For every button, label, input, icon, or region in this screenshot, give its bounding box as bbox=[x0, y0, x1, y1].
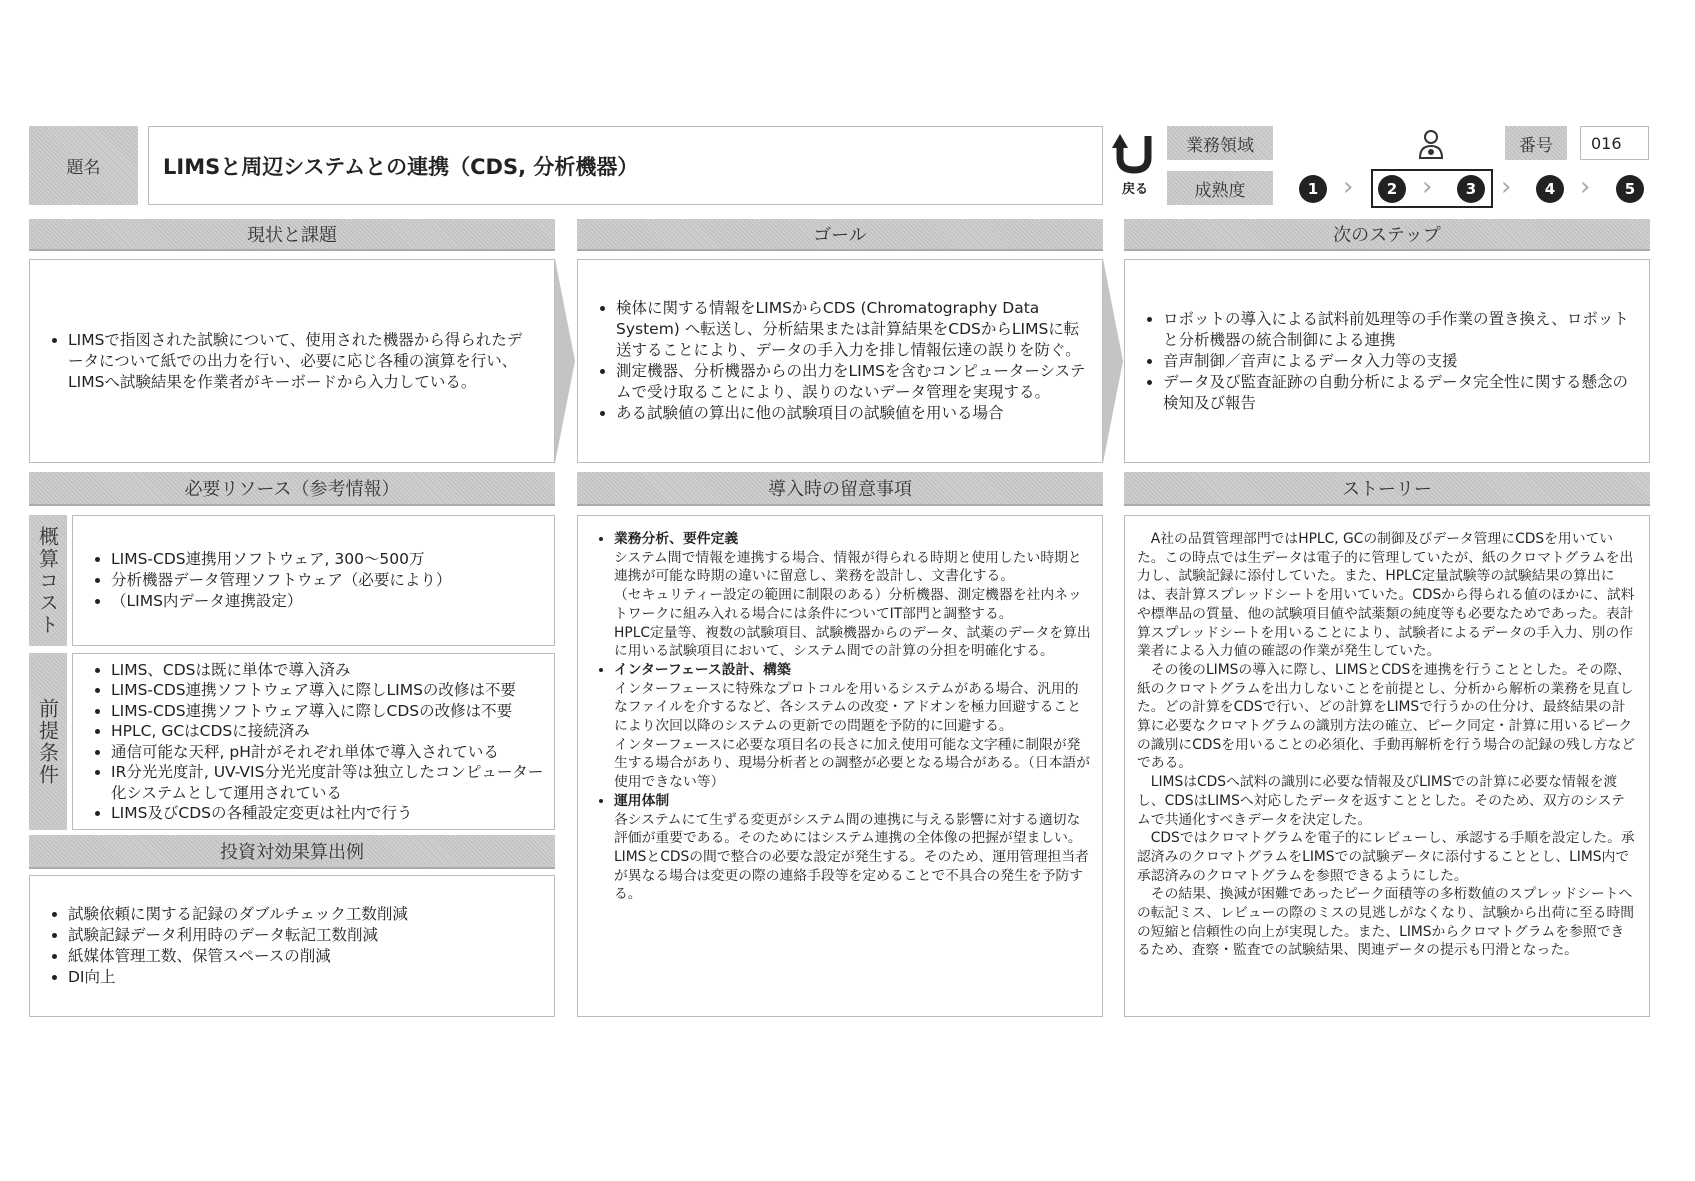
person-icon bbox=[1416, 128, 1446, 160]
maturity-level-2: 2 bbox=[1378, 175, 1406, 203]
note-paragraph: インターフェースに特殊なプロトコルを用いるシステムがある場合、汎用的なファイルを介するなど、各システムの改変・アドオンを極力回避することにより次回以降のシステムの更新での問題を予防的に回避する。 bbox=[614, 680, 1082, 735]
resources-heading: 必要リソース（参考情報） bbox=[29, 472, 555, 506]
next-heading: 次のステップ bbox=[1124, 219, 1650, 251]
story-heading: ストーリー bbox=[1124, 472, 1650, 506]
cost-item: • 分析機器データ管理ソフトウェア（必要により） bbox=[111, 570, 451, 591]
chevron-right-icon: › bbox=[1580, 172, 1591, 202]
note-paragraph: LIMSとCDSの間で整合の必要な設定が発生する。そのため、運用管理担当者が異なる場合は変更の際の連絡手段等を定めることで不具合の発生を予防する。 bbox=[614, 848, 1089, 903]
cost-item: • （LIMS内データ連携設定） bbox=[111, 591, 451, 612]
roi-box bbox=[29, 875, 555, 1017]
next-item: • ロボットの導入による試料前処理等の手作業の置き換え、ロボットと分析機器の統合制御による連携 bbox=[1163, 309, 1635, 351]
roi-item: • DI向上 bbox=[68, 967, 408, 988]
chevron-right-icon: › bbox=[1422, 172, 1433, 202]
premise-label: 前提条件 bbox=[35, 697, 60, 786]
premise-item: • LIMS、CDSは既に単体で導入済み bbox=[111, 660, 546, 681]
flow-arrow bbox=[1103, 259, 1123, 463]
next-item: • 音声制御／音声によるデータ入力等の支援 bbox=[1163, 351, 1635, 372]
premise-item: • LIMS-CDS連携ソフトウェア導入に際しLIMSの改修は不要 bbox=[111, 680, 546, 701]
note-paragraph: インターフェースに必要な項目名の長さに加え使用可能な文字種に制限が発生する場合があり、現場分析者との調整が必要となる場合がある。（日本語が使用できない等） bbox=[614, 736, 1090, 791]
note-paragraph: 各システムにて生ずる変更がシステム間の連携に与える影響に対する適切な評価が重要である。そのためにはシステム連携の全体像の把握が望ましい。 bbox=[614, 811, 1082, 847]
note-item bbox=[614, 530, 1092, 661]
notes-heading: 導入時の留意事項 bbox=[577, 472, 1103, 506]
maturity-level-4: 4 bbox=[1536, 175, 1564, 203]
note-paragraph: （セキュリティー設定の範囲に制限のある）分析機器、測定機器を社内ネットワークに組み入れる場合には条件についてIT部門と調整する。 bbox=[614, 587, 1082, 622]
back-button[interactable] bbox=[1112, 132, 1158, 197]
cost-label: 概算コスト bbox=[35, 525, 60, 636]
maturity-level-5: 5 bbox=[1616, 175, 1644, 203]
page-title: LIMSと周辺システムとの連携（CDS, 分析機器） bbox=[148, 126, 1103, 205]
story-paragraph: CDSではクロマトグラムを電子的にレビューし、承認する手順を設定した。承認済みのクロマトグラムをLIMSでの試験データに添付することとし、LIMS内で承認済みのクロマトグラムを参照できるようにした。 bbox=[1137, 830, 1635, 884]
goal-box bbox=[577, 259, 1103, 463]
goal-heading: ゴール bbox=[577, 219, 1103, 251]
maturity-label: 成熟度 bbox=[1167, 171, 1273, 205]
roi-item: • 紙媒体管理工数、保管スペースの削減 bbox=[68, 946, 408, 967]
cost-label-cell bbox=[29, 515, 67, 646]
next-box bbox=[1124, 259, 1650, 463]
story-paragraph: その結果、換減が困難であったピーク面積等の多桁数値のスプレッドシートへの転記ミス、レビューの際のミスの見逃しがなくなり、試験から出荷に至る時間の短縮と信頼性の向上が実現した。また、LIMSからクロマトグラムを参照できるため、査察・監査での試験結果、関連データの提示も円滑となった。 bbox=[1137, 886, 1635, 959]
premise-box bbox=[72, 653, 555, 830]
premise-item: • IR分光光度計, UV-VIS分光光度計等は独立したコンピューター化システムとして運用されている bbox=[111, 762, 546, 803]
chevron-right-icon: › bbox=[1343, 172, 1354, 202]
note-title: • 業務分析、要件定義 bbox=[614, 531, 739, 547]
roi-item: • 試験依頼に関する記録のダブルチェック工数削減 bbox=[68, 904, 408, 925]
goal-item: • 測定機器、分析機器からの出力をLIMSを含むコンピューターシステムで受け取ることにより、誤りのないデータ管理を実現する。 bbox=[616, 361, 1088, 403]
cost-box bbox=[72, 515, 555, 646]
story-paragraph: その後のLIMSの導入に際し、LIMSとCDSを連携を行うこととした。その際、紙のクロマトグラムを出力しないことを前提とし、分析から解析の業務を見直した。どの計算をCDSで行い、どの計算をLIMSで行うかの仕分け、最終結果の計算に必要なクロマトグラムの識別方法の確立、ピーク同定・計算に用いるピークの識別にCDSを用いることの必須化、手動再解析を行う場合の記録の残し方などである。 bbox=[1137, 661, 1636, 772]
premise-item: • LIMS-CDS連携ソフトウェア導入に際しCDSの改修は不要 bbox=[111, 701, 546, 722]
roi-item: • 試験記録データ利用時のデータ転記工数削減 bbox=[68, 925, 408, 946]
note-item bbox=[614, 661, 1092, 792]
flow-arrow bbox=[555, 259, 575, 463]
number-label: 番号 bbox=[1505, 126, 1567, 160]
note-title: • インターフェース設計、構築 bbox=[614, 661, 791, 678]
note-paragraph: システム間で情報を連携する場合、情報が得られる時期と使用したい時期と連携が可能な時期の違いに留意し、業務を設計し、文書化する。 bbox=[614, 549, 1082, 585]
next-item: • データ及び監査証跡の自動分析によるデータ完全性に関する懸念の検知及び報告 bbox=[1163, 372, 1635, 414]
notes-box bbox=[577, 515, 1103, 1017]
premise-item: • HPLC, GCはCDSに接続済み bbox=[111, 721, 546, 742]
business-area-label: 業務領域 bbox=[1167, 126, 1273, 160]
title-label: 題名 bbox=[29, 126, 138, 205]
u-turn-arrow-icon bbox=[1112, 132, 1158, 174]
story-box bbox=[1124, 515, 1650, 1017]
note-item bbox=[614, 792, 1092, 904]
back-label: 戻る bbox=[1121, 182, 1148, 197]
goal-item: • 検体に関する情報をLIMSからCDS (Chromatography Data System) へ転送し、分析結果または計算結果をCDSからLIMSに転送することにより、データの手入力を排し情報伝達の誤りを防ぐ。 bbox=[616, 298, 1088, 361]
current-heading: 現状と課題 bbox=[29, 219, 555, 251]
chevron-right-icon: › bbox=[1501, 172, 1512, 202]
cost-item: • LIMS-CDS連携用ソフトウェア, 300～500万 bbox=[111, 549, 451, 570]
goal-item: • ある試験値の算出に他の試験項目の試験値を用いる場合 bbox=[616, 403, 1088, 424]
story-paragraph: LIMSはCDSへ試料の識別に必要な情報及びLIMSでの計算に必要な情報を渡し、CDSはLIMSへ対応したデータを返すこととした。そのため、双方のシステムで共通化すべきデータを決定した。 bbox=[1137, 774, 1625, 828]
note-paragraph: HPLC定量等、複数の試験項目、試験機器からのデータ、試薬のデータを算出に用いる試験項目において、システム間での計算の分担を明確化する。 bbox=[614, 624, 1091, 660]
maturity-level-1: 1 bbox=[1299, 175, 1327, 203]
maturity-level-3: 3 bbox=[1457, 175, 1485, 203]
premise-item: • LIMS及びCDSの各種設定変更は社内で行う bbox=[111, 803, 546, 824]
premise-item: • 通信可能な天秤, pH計がそれぞれ単体で導入されている bbox=[111, 742, 546, 763]
roi-heading: 投資対効果算出例 bbox=[29, 835, 555, 869]
current-item: • LIMSで指図された試験について、使用された機器から得られたデータについて紙での出力を行い、必要に応じ各種の演算を行い、LIMSへ試験結果を作業者がキーボードから入力している。 bbox=[68, 330, 536, 393]
note-title: • 運用体制 bbox=[614, 792, 670, 809]
current-box bbox=[29, 259, 555, 463]
number-value: 016 bbox=[1580, 126, 1649, 160]
premise-label-cell bbox=[29, 653, 67, 830]
story-paragraph: A社の品質管理部門ではHPLC, GCの制御及びデータ管理にCDSを用いていた。この時点では生データは電子的に管理していたが、紙のクロマトグラムを出力し、試験記録に添付していた。また、HPLC定量試験等の試験結果の算出には、表計算スプレッドシートを用いていた。CDSから得られる値のほかに、試料や標準品の質量、他の試験項目値や試薬類の純度等も必要なためであった。表計算スプレッドシートを用いることにより、試験者によるデータの手入力、別の作業者による入力値の確認の作業が発生していた。 bbox=[1137, 531, 1635, 660]
